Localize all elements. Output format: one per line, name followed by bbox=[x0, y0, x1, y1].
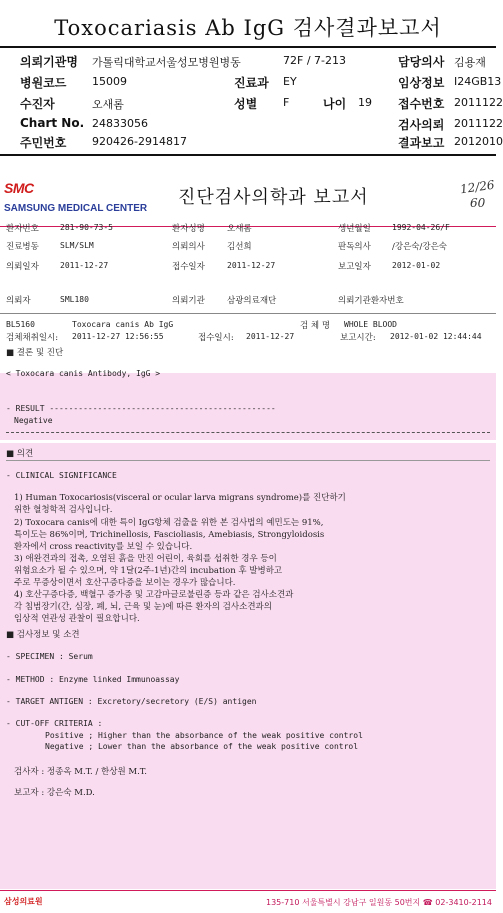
footer-rule bbox=[0, 890, 496, 891]
clinical-line: 환자에서 cross reactivity를 보일 수 있습니다. bbox=[14, 542, 193, 552]
label-age: 나이 bbox=[323, 97, 347, 111]
label-ordering-doctor: 의뢰의사 bbox=[172, 242, 205, 252]
label-ward: 진료병동 bbox=[6, 242, 39, 252]
specimen-line: - SPECIMEN : Serum bbox=[6, 652, 93, 661]
value-ordering-doctor: 김선희 bbox=[227, 242, 252, 252]
collect-time-label: 검체채취일시: bbox=[6, 333, 59, 343]
result-value: Negative bbox=[14, 416, 53, 425]
label-resident-no: 주민번호 bbox=[20, 136, 67, 150]
label-birth-date: 생년월일 bbox=[338, 224, 371, 234]
value-result-report: 2012010 bbox=[454, 135, 503, 148]
value-report-date: 2012-01-02 bbox=[392, 261, 441, 270]
clinical-line: 위험요소가 될 수 있으며, 약 1달(2주-1년)간의 incubation 후 발병하고 bbox=[14, 566, 283, 576]
label-sex: 성별 bbox=[234, 97, 258, 111]
value-test-request: 2011122 bbox=[454, 117, 503, 130]
specimen-name-value: WHOLE BLOOD bbox=[344, 320, 397, 329]
value-sex: F bbox=[283, 96, 290, 109]
receive-time-label: 접수일시: bbox=[198, 333, 234, 343]
value-hospital-code: 15009 bbox=[92, 75, 127, 88]
smc-logo-name: SAMSUNG MEDICAL CENTER bbox=[4, 203, 148, 214]
label-result-report: 결과보고 bbox=[398, 136, 445, 150]
reporter-line: 보고자 : 강은숙 M.D. bbox=[14, 788, 95, 798]
cutoff-line: - CUT-OFF CRITERIA : bbox=[6, 719, 103, 728]
value-department: EY bbox=[283, 75, 297, 88]
label-agency-patient-no: 의뢰기관환자번호 bbox=[338, 296, 404, 306]
test-code: BL5160 bbox=[6, 320, 35, 329]
clinical-line: 주로 무증상이면서 호산구증다증을 보이는 경우가 많습니다. bbox=[14, 578, 236, 588]
label-order-date: 의뢰일자 bbox=[6, 262, 39, 272]
handwritten-number: 60 bbox=[470, 196, 486, 210]
label-patient-name: 환자성명 bbox=[172, 224, 205, 234]
result-section-header: ■ 결론 및 진단 bbox=[6, 348, 64, 358]
label-physician: 담당의사 bbox=[398, 55, 445, 69]
clinical-line: 1) Human Toxocariosis(visceral or ocular larva migrans syndrome)를 진단하기 bbox=[14, 493, 346, 503]
antigen-line: - TARGET ANTIGEN : Excretory/secretory (E/S) antigen bbox=[6, 697, 257, 706]
tester-line: 검사자 : 정종옥 M.T. / 한상원 M.T. bbox=[14, 767, 147, 777]
opinion-header: ■ 의견 bbox=[6, 449, 34, 459]
label-reading-doctor: 판독의사 bbox=[338, 242, 371, 252]
footer-logo: 삼성의료원 bbox=[4, 897, 43, 906]
clinical-line: 특이도는 86%이며, Trichinellosis, Fascioliasis, Amebiasis, Strongyloidosis bbox=[14, 530, 325, 540]
value-ward-code: SLM/SLM bbox=[60, 241, 94, 250]
value-physician: 김용재 bbox=[454, 56, 486, 69]
header-rule bbox=[0, 46, 496, 48]
value-clinical-info: I24GB13 bbox=[454, 75, 502, 88]
result-label: - RESULT ----------------------------------------------- bbox=[6, 404, 276, 413]
label-clinical-info: 임상정보 bbox=[398, 76, 445, 90]
value-ward: 72F / 7-213 bbox=[283, 54, 346, 67]
test-name: Toxocara canis Ab IgG bbox=[72, 320, 174, 329]
value-requester: SML180 bbox=[60, 295, 89, 304]
test-info-header: ■ 검사정보 및 소견 bbox=[6, 630, 80, 640]
value-age: 19 bbox=[358, 96, 372, 109]
clinical-line: 각 침범장기(간, 심장, 폐, 뇌, 근육 및 눈)에 따른 환자의 검사소견과의 bbox=[14, 602, 272, 612]
label-chart-no: Chart No. bbox=[20, 116, 85, 130]
label-patient: 수진자 bbox=[20, 97, 55, 111]
lab-report-title: 진단검사의학과 보고서 bbox=[178, 187, 369, 208]
value-patient-name: 오새롬 bbox=[227, 224, 252, 234]
antibody-name: < Toxocara canis Antibody, IgG > bbox=[6, 369, 161, 378]
collect-time-value: 2011-12-27 12:56:55 bbox=[72, 332, 164, 341]
value-birth-date: 1992-04-26/F bbox=[392, 223, 450, 232]
receive-time-value: 2011-12-27 bbox=[246, 332, 295, 341]
opinion-rule bbox=[6, 460, 490, 461]
label-department: 진료과 bbox=[234, 76, 269, 90]
label-request-institution: 의뢰기관명 bbox=[20, 55, 78, 69]
report-time-label: 보고시간: bbox=[340, 333, 376, 343]
clinical-line: 임상적 연관성 관찰이 필요합니다. bbox=[14, 614, 140, 624]
result-dashed-rule bbox=[6, 432, 490, 433]
smc-logo: SMC bbox=[4, 180, 34, 196]
clinical-line: 2) Toxocara canis에 대한 특이 IgG항체 검출을 위한 본 검사법의 예민도는 91%, bbox=[14, 518, 324, 528]
label-patient-id: 환자번호 bbox=[6, 224, 39, 234]
handwritten-date: 12/26 bbox=[459, 177, 496, 197]
value-chart-no: 24833056 bbox=[92, 117, 148, 130]
header-bottom-rule bbox=[0, 154, 496, 156]
label-requester: 의뢰자 bbox=[6, 296, 31, 306]
value-request-agency: 삼광의료재단 bbox=[227, 296, 277, 306]
value-patient: 오새롬 bbox=[92, 98, 124, 111]
label-test-request: 검사의뢰 bbox=[398, 118, 445, 132]
method-line: - METHOD : Enzyme linked Immunoassay bbox=[6, 675, 180, 684]
value-request-institution: 가톨릭대학교서울성모병원병동 bbox=[92, 56, 241, 69]
negative-criterion: Negative ; Lower than the absorbance of the weak positive control bbox=[45, 742, 359, 751]
value-resident-no: 920426-2914817 bbox=[92, 135, 187, 148]
specimen-name-label: 검 체 명 bbox=[300, 321, 331, 331]
footer-address: 135-710 서울특별시 강남구 일원동 50번지 ☎ 02-3410-2114 bbox=[266, 898, 492, 907]
report-title: Toxocariasis Ab IgG 검사결과보고서 bbox=[54, 16, 442, 40]
value-order-date: 2011-12-27 bbox=[60, 261, 109, 270]
clinical-header: - CLINICAL SIGNIFICANCE bbox=[6, 471, 117, 480]
value-reading-doctor: /강은숙/강은숙 bbox=[392, 242, 447, 252]
value-receipt-date: 2011-12-27 bbox=[227, 261, 276, 270]
clinical-line: 위한 혈청학적 검사입니다. bbox=[14, 505, 113, 515]
label-accession: 접수번호 bbox=[398, 97, 445, 111]
clinical-line: 4) 호산구증다증, 백혈구 증가증 및 고감마글로불린증 등과 같은 검사소견과 bbox=[14, 590, 294, 600]
label-hospital-code: 병원코드 bbox=[20, 76, 67, 90]
report-time-value: 2012-01-02 12:44:44 bbox=[390, 332, 482, 341]
info-divider bbox=[0, 313, 496, 314]
label-receipt-date: 접수일자 bbox=[172, 262, 205, 272]
value-patient-id: 281-90-73-5 bbox=[60, 223, 113, 232]
label-request-agency: 의뢰기관 bbox=[172, 296, 205, 306]
clinical-line: 3) 애완견과의 접촉, 오염된 흙을 만진 어린이, 육회를 섭취한 경우 등이 bbox=[14, 554, 277, 564]
label-report-date: 보고일자 bbox=[338, 262, 371, 272]
value-accession: 2011122 bbox=[454, 96, 503, 109]
positive-criterion: Positive ; Higher than the absorbance of the weak positive control bbox=[45, 731, 363, 740]
